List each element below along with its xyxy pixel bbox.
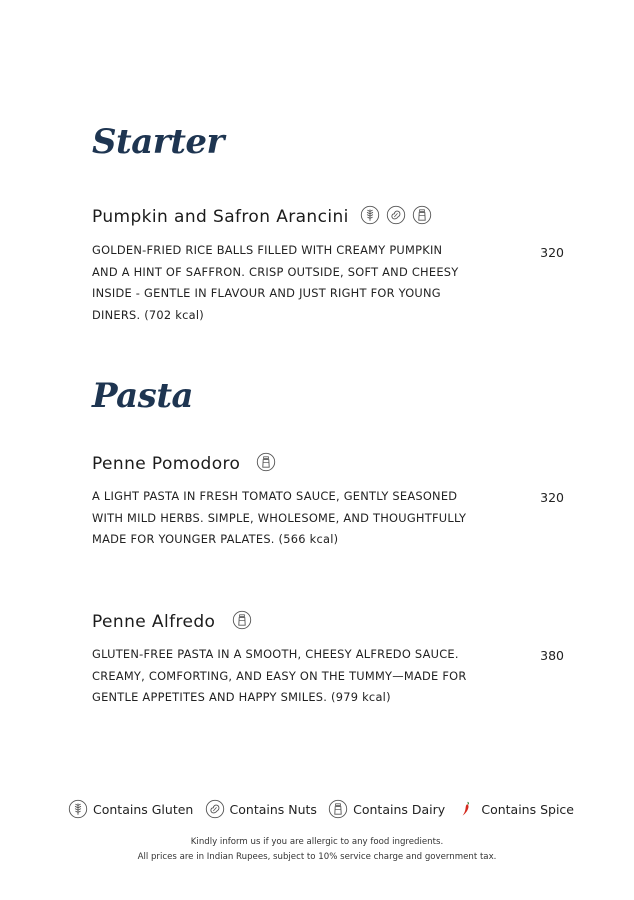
item-description: GLUTEN-FREE PASTA IN A SMOOTH, CHEESY ALFREDO SAUCE. CREAMY, COMFORTING, AND EASY ON THE TUMMY—MADE FOR GENTLE APPETITES AND HAPPY SMILES. (979 kcal): [92, 647, 467, 704]
nuts-icon: [205, 799, 225, 819]
dairy-icon: [256, 452, 276, 472]
allergy-note: Kindly inform us if you are allergic to any food ingredients.: [190, 837, 444, 847]
allergen-icons: [360, 205, 432, 225]
item-price: 320: [540, 490, 564, 505]
chili-icon: [456, 799, 476, 819]
item-description: GOLDEN-FRIED RICE BALLS FILLED WITH CREAMY PUMPKIN AND A HINT OF SAFFRON. CRISP OUTSIDE, SOFT AND CHEESY INSIDE - GENTLE IN FLAVOUR AND JUST RIGHT FOR YOUNG DINERS. (702 kcal): [92, 243, 459, 322]
item-name-pumpkin-arancini: Pumpkin and Safron Arancini: [92, 207, 349, 227]
item-price: 320: [540, 245, 564, 260]
section-title-pasta: Pasta: [92, 376, 194, 416]
legend-label: Contains Nuts: [229, 801, 317, 817]
gluten-icon: [360, 205, 380, 225]
item-price: 380: [540, 648, 564, 663]
item-name-penne-alfredo: Penne Alfredo: [92, 612, 216, 632]
legend-item-spice: [456, 799, 574, 819]
nuts-icon: [386, 205, 406, 225]
legend-item-gluten: [68, 799, 193, 819]
dairy-icon: [232, 610, 252, 630]
legend-item-nuts: [205, 799, 317, 819]
section-title-starter: Starter: [92, 122, 224, 162]
allergen-icons: [256, 452, 276, 472]
legend-item-dairy: [328, 799, 445, 819]
dairy-icon: [328, 799, 348, 819]
item-description: A LIGHT PASTA IN FRESH TOMATO SAUCE, GENTLY SEASONED WITH MILD HERBS. SIMPLE, WHOLESOME, AND THOUGHTFULLY MADE FOR YOUNGER PALATES. (566 kcal): [92, 489, 467, 546]
allergen-icons: [232, 610, 252, 630]
item-name-penne-pomodoro: Penne Pomodoro: [92, 454, 241, 474]
gluten-icon: [68, 799, 88, 819]
allergen-legend: [68, 799, 574, 819]
legend-label: Contains Gluten: [93, 801, 194, 817]
pricing-note: All prices are in Indian Rupees, subject to 10% service charge and government tax.: [137, 852, 497, 862]
dairy-icon: [412, 205, 432, 225]
legend-label: Contains Spice: [481, 801, 574, 817]
legend-label: Contains Dairy: [353, 801, 446, 817]
